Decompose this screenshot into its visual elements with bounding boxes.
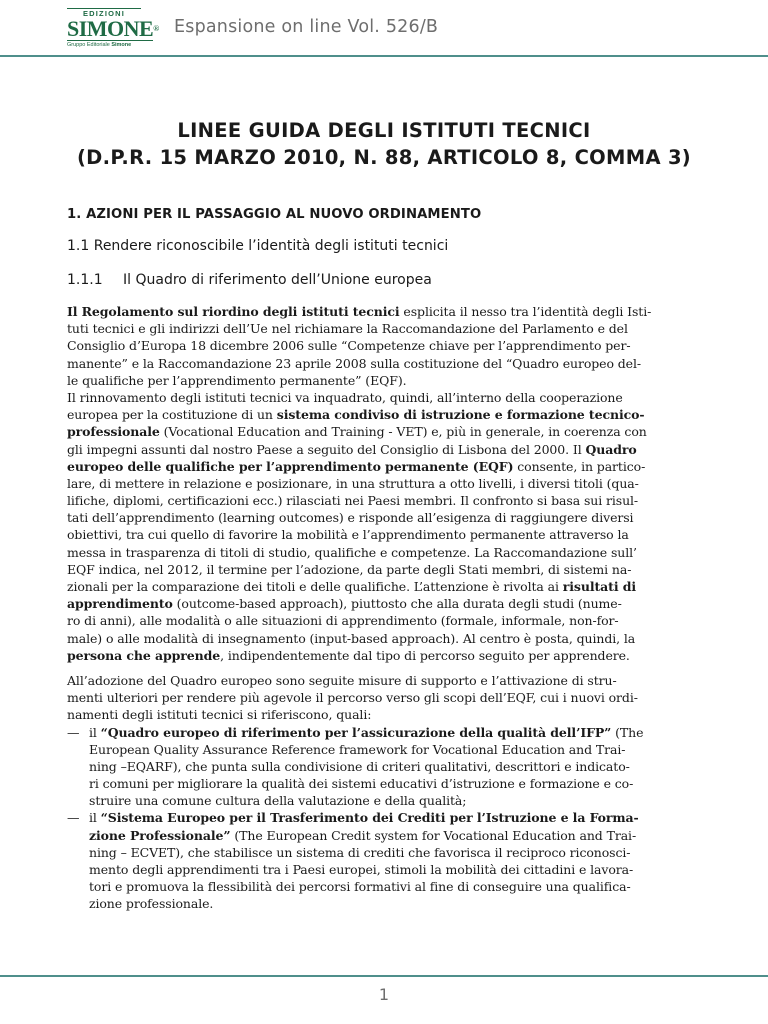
header-title: Espansione on line Vol. 526/B bbox=[174, 17, 439, 37]
text-run: lare, di mettere in relazione e posizionare, in una struttura a otto livelli, i diversi titoli (qua- bbox=[67, 475, 639, 491]
text-run: consente, in partico- bbox=[513, 458, 646, 474]
text-run: , indipendentemente dal tipo di percorso seguito per apprendere. bbox=[220, 647, 630, 663]
bullet-item-eqarf bbox=[67, 724, 679, 810]
title-line-1: LINEE GUIDA DEGLI ISTITUTI TECNICI bbox=[177, 119, 591, 142]
subsection-heading: 1.1 Rendere riconoscibile l’identità degli istituti tecnici bbox=[67, 238, 449, 254]
text-run: messa in trasparenza di titoli di studio, qualifiche e competenze. La Raccomandazione sull’ bbox=[67, 544, 637, 560]
text-line bbox=[67, 706, 679, 723]
bullet-item-ecvet bbox=[67, 809, 679, 912]
text-line bbox=[67, 406, 679, 423]
footer-divider bbox=[0, 975, 768, 977]
text-run: ri comuni per migliorare la qualità dei sistemi educativi d’istruzione e formazione e co- bbox=[89, 776, 634, 792]
text-run: il bbox=[89, 724, 101, 740]
text-run: EQF indica, nel 2012, il termine per l’adozione, da parte degli Stati membri, di sistemi na- bbox=[67, 561, 632, 577]
subsubsection-heading bbox=[67, 272, 432, 288]
text-line bbox=[67, 844, 679, 861]
page-header bbox=[0, 0, 768, 56]
text-line bbox=[67, 775, 679, 792]
text-line bbox=[67, 595, 679, 612]
bold-text-run: Il Regolamento sul riordino degli istituti tecnici bbox=[67, 304, 400, 319]
text-line bbox=[67, 647, 679, 664]
header-divider bbox=[0, 55, 768, 57]
text-line bbox=[67, 895, 679, 912]
bold-text-run: “Sistema Europeo per il Trasferimento dei Crediti per l’Istruzione e la Forma- bbox=[100, 810, 639, 826]
text-run: tori e promuova la flessibilità dei percorsi formativi al fine di conseguire una qualifica- bbox=[89, 879, 631, 895]
text-run: (The European Credit system for Vocational Education and Trai- bbox=[230, 827, 637, 843]
bold-text-run: sistema condiviso di istruzione e formazione tecnico- bbox=[276, 407, 645, 423]
text-line bbox=[67, 689, 679, 706]
text-line bbox=[67, 861, 679, 878]
text-line bbox=[67, 458, 679, 475]
text-run: namenti degli istituti tecnici si riferiscono, quali: bbox=[67, 707, 372, 723]
text-run: male) o alle modalità di insegnamento (input-based approach). Al centro è posta, quindi, la bbox=[67, 630, 636, 646]
text-run: tuti tecnici e gli indirizzi dell’Ue nel richiamare la Raccomandazione del Parlamento e del bbox=[67, 321, 628, 337]
bold-text-run: europeo delle qualifiche per l’apprendimento permanente (EQF) bbox=[67, 458, 514, 474]
text-run: ning – ECVET), che stabilisce un sistema di crediti che favorisca il reciproco riconosci- bbox=[89, 844, 631, 860]
text-run: ro di anni), alle modalità o alle situazioni di apprendimento (formale, informale, non-for- bbox=[67, 613, 619, 629]
text-line bbox=[67, 792, 679, 809]
text-line bbox=[67, 630, 679, 647]
title-line-2: (D.P.R. 15 MARZO 2010, N. 88, ARTICOLO 8, COMMA 3) bbox=[76, 146, 692, 169]
document-title bbox=[0, 117, 768, 171]
logo-subtitle: Gruppo Editoriale Simone bbox=[67, 42, 132, 48]
body-text bbox=[67, 303, 679, 913]
text-run: (Vocational Education and Training - VET) e, più in generale, in coerenza con bbox=[159, 424, 647, 440]
text-run: tati dell’apprendimento (learning outcomes) e risponde all’esigenza di raggiungere diversi bbox=[67, 510, 634, 526]
text-run: manente” e la Raccomandazione 23 aprile 2008 sulla costituzione del “Quadro europeo del- bbox=[67, 355, 641, 371]
bold-text-run: persona che apprende bbox=[67, 647, 221, 663]
section-heading: 1. AZIONI PER IL PASSAGGIO AL NUOVO ORDINAMENTO bbox=[67, 207, 482, 222]
text-run: obiettivi, tra cui quello di favorire la mobilità e l’apprendimento permanente attraverso la bbox=[67, 527, 629, 543]
text-line bbox=[67, 878, 679, 895]
text-run: mento degli apprendimenti tra i Paesi europei, stimoli la mobilità dei cittadini e lavora- bbox=[89, 862, 634, 877]
text-line bbox=[67, 423, 679, 440]
text-line bbox=[67, 724, 679, 741]
text-run: europea per la costituzione di un bbox=[67, 407, 277, 423]
text-line bbox=[67, 544, 679, 561]
text-run: All’adozione del Quadro europeo sono seguite misure di supporto e l’attivazione di stru- bbox=[67, 672, 617, 688]
text-line bbox=[67, 492, 679, 509]
text-run: Consiglio d’Europa 18 dicembre 2006 sulle “Competenze chiave per l’apprendimento per- bbox=[67, 338, 631, 354]
text-run: esplicita il nesso tra l’identità degli Isti- bbox=[399, 304, 652, 319]
bullet-dash: — bbox=[67, 810, 80, 826]
bold-text-run: zione Professionale” bbox=[89, 827, 231, 843]
text-run: (The bbox=[611, 724, 644, 740]
logo-simone: SIMONE® bbox=[67, 16, 159, 41]
text-line bbox=[67, 672, 679, 689]
text-line bbox=[67, 303, 679, 320]
text-run: il bbox=[89, 810, 101, 826]
paragraph-1 bbox=[67, 303, 679, 389]
text-run: gli impegni assunti dal nostro Paese a seguito del Consiglio di Lisbona del 2000. Il bbox=[67, 441, 586, 457]
text-line bbox=[67, 758, 679, 775]
text-run: zione professionale. bbox=[89, 896, 214, 912]
text-line bbox=[67, 475, 679, 492]
text-line bbox=[67, 337, 679, 354]
text-line bbox=[67, 320, 679, 337]
text-line bbox=[67, 741, 679, 758]
bullet-dash: — bbox=[67, 724, 80, 740]
text-line bbox=[67, 578, 679, 595]
text-run: (outcome-based approach), piuttosto che alla durata degli studi (nume- bbox=[172, 596, 622, 612]
text-run: zionali per la comparazione dei titoli e delle qualifiche. L’attenzione è rivolta ai bbox=[67, 579, 563, 594]
bold-text-run: Quadro bbox=[585, 441, 637, 457]
page-number: 1 bbox=[378, 985, 390, 1004]
bold-text-run: apprendimento bbox=[67, 596, 173, 612]
text-line bbox=[67, 561, 679, 578]
subsubsection-number: 1.1.1 bbox=[67, 272, 103, 288]
text-run: lifiche, diplomi, certificazioni ecc.) rilasciati nei Paesi membri. Il confronto si basa sui risul- bbox=[67, 493, 639, 509]
text-line bbox=[67, 809, 679, 826]
text-line bbox=[67, 355, 679, 372]
text-line bbox=[67, 526, 679, 543]
text-run: le qualifiche per l’apprendimento permanente” (EQF). bbox=[67, 372, 407, 388]
bold-text-run: risultati di bbox=[562, 579, 637, 594]
subsubsection-title: Il Quadro di riferimento dell’Unione europea bbox=[123, 272, 432, 288]
text-run: menti ulteriori per rendere più agevole il percorso verso gli scopi dell’EQF, cui i nuovi ordi- bbox=[67, 690, 638, 706]
text-run: struire una comune cultura della valutazione e della qualità; bbox=[89, 793, 467, 809]
paragraph-3 bbox=[67, 672, 679, 724]
text-line bbox=[67, 389, 679, 406]
logo-edizioni: EDIZIONI bbox=[67, 8, 141, 18]
text-line bbox=[67, 509, 679, 526]
text-line bbox=[67, 612, 679, 629]
text-line bbox=[67, 372, 679, 389]
bold-text-run: “Quadro europeo di riferimento per l’assicurazione della qualità dell’IFP” bbox=[100, 724, 612, 740]
bold-text-run: professionale bbox=[67, 424, 160, 440]
text-run: European Quality Assurance Reference framework for Vocational Education and Trai- bbox=[89, 741, 626, 757]
text-run: ning –EQARF), che punta sulla condivisione di criteri qualitativi, descrittori e indicato- bbox=[89, 758, 630, 774]
publisher-logo bbox=[67, 8, 159, 48]
text-line bbox=[67, 441, 679, 458]
text-line bbox=[67, 827, 679, 844]
paragraph-gap bbox=[67, 664, 679, 672]
text-run: Il rinnovamento degli istituti tecnici va inquadrato, quindi, all’interno della cooperazione bbox=[67, 389, 623, 405]
paragraph-2 bbox=[67, 389, 679, 664]
